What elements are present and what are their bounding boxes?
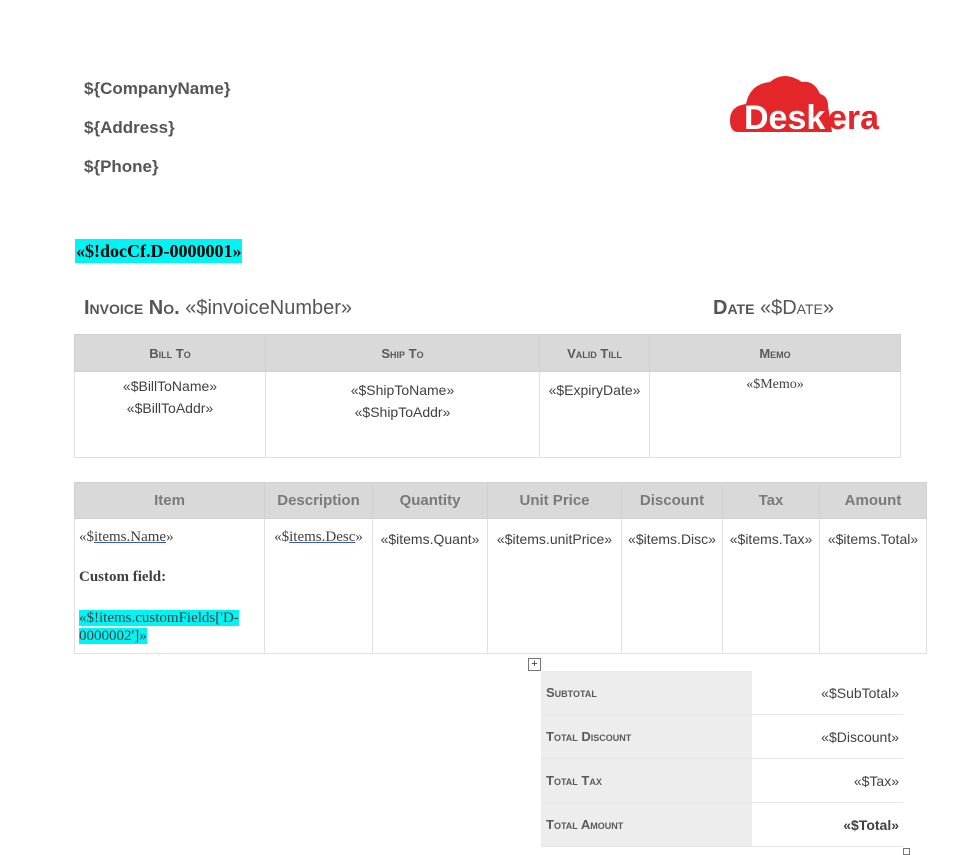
tax-cell: [723, 519, 820, 654]
invoice-date-line: [713, 297, 834, 320]
total-discount-value: «$Discount»: [752, 715, 903, 759]
doc-custom-field: «$!docCf.D-0000001»: [76, 241, 242, 261]
cloud-logo-icon: [728, 72, 900, 142]
quantity-header: Quantity: [373, 483, 488, 519]
company-address: ${Address}: [84, 118, 175, 137]
ship-to-header: Ship To: [266, 335, 540, 372]
bill-to-header: Bill To: [75, 335, 266, 372]
total-row: [541, 803, 903, 847]
item-name-suffix: »: [166, 529, 174, 545]
totals-table: [541, 671, 903, 847]
description-cell: [265, 519, 373, 654]
subtotal-value: «$SubTotal»: [752, 671, 903, 715]
item-quantity: «$items.Quant»: [380, 531, 480, 547]
subtotal-row: [541, 671, 903, 715]
ship-to-cell: [266, 372, 540, 458]
discount-row: [541, 715, 903, 759]
amount-cell: [820, 519, 927, 654]
item-tax: «$items.Tax»: [729, 531, 813, 547]
quantity-cell: [373, 519, 488, 654]
discount-header: Discount: [622, 483, 723, 519]
item-description: [265, 529, 372, 546]
desc-field: items.Desc: [289, 529, 356, 545]
bill-to-cell: [75, 372, 266, 458]
date-value: «$Date»: [754, 297, 834, 319]
description-header: Description: [265, 483, 373, 519]
invoice-number-line: [84, 297, 352, 320]
memo-cell: [650, 372, 901, 458]
memo-value: «$Memo»: [746, 377, 804, 392]
total-discount-label: Total Discount: [541, 715, 752, 759]
amount-header: Amount: [820, 483, 927, 519]
item-header: Item: [75, 483, 265, 519]
svg-text:era: era: [828, 99, 880, 137]
company-name: ${CompanyName}: [84, 79, 231, 98]
desc-suffix: »: [355, 529, 363, 545]
ship-to-address: «$ShipToAddr»: [354, 404, 451, 420]
item-name-prefix: «$: [79, 529, 94, 545]
items-table: [74, 482, 927, 654]
item-unit-price: «$items.unitPrice»: [496, 531, 613, 547]
invoice-number: «$invoiceNumber»: [179, 297, 353, 319]
table-row: [75, 519, 927, 654]
valid-till-cell: [540, 372, 650, 458]
desc-prefix: «$: [274, 529, 290, 545]
ship-to-name: «$ShipToName»: [350, 382, 455, 398]
valid-till-header: Valid Till: [540, 335, 650, 372]
item-name-field: items.Name: [94, 529, 167, 545]
invoice-label: Invoice No.: [84, 297, 180, 319]
total-amount-label: Total Amount: [541, 803, 752, 847]
total-tax-value: «$Tax»: [752, 759, 903, 803]
bill-to-name: «$BillToName»: [122, 378, 218, 394]
unit-price-cell: [488, 519, 622, 654]
custom-field-label: Custom field:: [79, 569, 167, 585]
valid-till-value: «$ExpiryDate»: [548, 382, 641, 398]
deskera-logo: [728, 72, 900, 142]
item-amount: «$items.Total»: [827, 531, 919, 547]
date-label: Date: [713, 297, 755, 319]
memo-header: Memo: [650, 335, 901, 372]
bill-to-address: «$BillToAddr»: [126, 400, 214, 416]
item-discount: «$items.Disc»: [628, 531, 716, 547]
total-amount-value: «$Total»: [752, 803, 903, 847]
total-tax-label: Total Tax: [541, 759, 752, 803]
custom-field-value: «$!items.customFields['D-0000002']»: [79, 610, 239, 644]
item-cell: [75, 519, 265, 654]
item-name: [79, 529, 264, 546]
svg-text:Desk: Desk: [744, 99, 826, 137]
discount-cell: [622, 519, 723, 654]
custom-field-value-wrap: [79, 609, 264, 645]
company-phone: ${Phone}: [84, 157, 159, 176]
tax-row: [541, 759, 903, 803]
unit-price-header: Unit Price: [488, 483, 622, 519]
subtotal-label: Subtotal: [541, 671, 752, 715]
tax-header: Tax: [723, 483, 820, 519]
info-table: [74, 334, 901, 458]
plus-box-icon[interactable]: +: [528, 658, 541, 671]
